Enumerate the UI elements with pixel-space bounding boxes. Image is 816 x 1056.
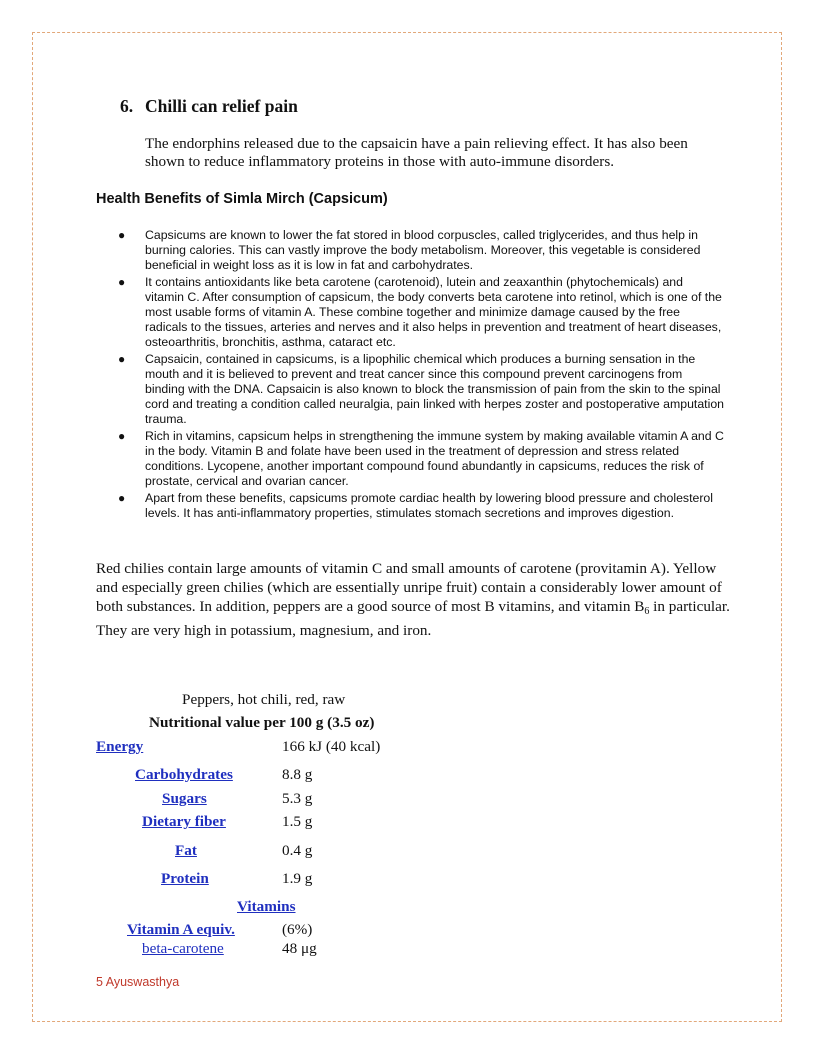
nutrient-link-protein[interactable]: Protein	[161, 870, 209, 887]
list-item	[113, 352, 725, 427]
list-item	[113, 228, 725, 273]
bullet-icon: ●	[118, 228, 126, 242]
list-item	[113, 429, 725, 489]
list-item-text: Capsaicin, contained in capsicums, is a lipophilic chemical which produces a burning sensation in the mouth and it is believed to prevent and treat cancer since this compound prevent carcinogens from binding with the DNA. Capsaicin is also known to block the transmission of pain from the skin to the spinal cord and treating a condition called neuralgia, pain linked with herpes zoster and postoperative amputation trauma.	[145, 352, 725, 426]
chilies-paragraph-text-end: in particular. They are very high in potassium, magnesium, and iron.	[96, 598, 730, 639]
nutrition-table-header: Nutritional value per 100 g (3.5 oz)	[149, 714, 375, 731]
nutrient-value-carbohydrates: 8.8 g	[282, 766, 313, 783]
section-heading-chilli-pain	[120, 96, 298, 117]
nutrient-value-beta-carotene: 48 μg	[282, 940, 317, 957]
bullet-icon: ●	[118, 352, 126, 366]
page-border	[32, 32, 782, 1022]
nutrient-link-vitamin-a[interactable]: Vitamin A equiv.	[127, 921, 235, 938]
nutrition-table-caption: Peppers, hot chili, red, raw	[182, 691, 346, 708]
list-item	[113, 275, 725, 350]
list-item-text: Capsicums are known to lower the fat stored in blood corpuscles, called triglycerides, and thus help in burning calories. This can vastly improve the body metabolism. Moreover, this vegetable is considered beneficial in weight loss as it is low in fat and carbohydrates.	[145, 228, 701, 272]
list-item-text: Rich in vitamins, capsicum helps in strengthening the immune system by making available vitamin A and C in the body. Vitamin B and folate have been used in the treatment of depression and stress related conditions. Lycopene, another important compound found abundantly in capsicums, reduces the risk of prostate, cervical and ovarian cancer.	[145, 429, 724, 488]
benefits-heading: Health Benefits of Simla Mirch (Capsicum)	[96, 191, 388, 207]
nutrient-value-energy: 166 kJ (40 kcal)	[282, 738, 381, 755]
bullet-icon: ●	[118, 491, 126, 505]
nutrient-link-energy[interactable]: Energy	[96, 738, 144, 755]
section-body-chilli-pain: The endorphins released due to the capsaicin have a pain relieving effect. It has also been shown to reduce inflammatory proteins in those with auto-immune disorders.	[145, 135, 688, 170]
page-footer: 5 Ayuswasthya	[96, 975, 180, 989]
nutrient-link-beta-carotene[interactable]: beta-carotene	[142, 940, 224, 957]
nutrient-link-sugars[interactable]: Sugars	[162, 790, 207, 807]
bullet-icon: ●	[118, 275, 126, 289]
benefits-list	[113, 228, 725, 523]
chilies-paragraph-text: Red chilies contain large amounts of vitamin C and small amounts of carotene (provitamin A). Yellow and especially green chilies (which are essentially unripe fruit) contain a considerably lower amount of both substances. In addition, peppers are a good source of most B vitamins, and vitamin B	[96, 560, 722, 615]
nutrient-value-vitamin-a: (6%)	[282, 921, 313, 938]
nutrient-link-dietary-fiber[interactable]: Dietary fiber	[142, 813, 226, 830]
nutrient-value-protein: 1.9 g	[282, 870, 313, 887]
nutrient-value-fat: 0.4 g	[282, 842, 313, 859]
section-title: Chilli can relief pain	[145, 96, 298, 116]
list-item-text: It contains antioxidants like beta carotene (carotenoid), lutein and zeaxanthin (phytochemicals) and vitamin C. After consumption of capsicum, the body converts beta carotene into retinol, which is one of the most usable forms of vitamin A. These combine together and minimize damage caused by the free radicals to the tissues, arteries and nerves and it also helps in prevention and treatment of heart diseases, osteoarthritis, bronchitis, asthma, cataract etc.	[145, 275, 722, 349]
list-item	[113, 491, 725, 521]
bullet-icon: ●	[118, 429, 126, 443]
chilies-paragraph	[96, 559, 736, 640]
nutrient-value-dietary-fiber: 1.5 g	[282, 813, 313, 830]
nutrient-value-sugars: 5.3 g	[282, 790, 313, 807]
vitamins-section-link[interactable]: Vitamins	[237, 898, 296, 915]
vitamin-b-subscript: 6	[644, 606, 650, 617]
nutrient-link-fat[interactable]: Fat	[175, 842, 197, 859]
section-number: 6.	[120, 96, 134, 116]
nutrient-link-carbohydrates[interactable]: Carbohydrates	[135, 766, 233, 783]
list-item-text: Apart from these benefits, capsicums promote cardiac health by lowering blood pressure and cholesterol levels. It has anti-inflammatory properties, stimulates stomach secretions and improves digestion.	[145, 491, 714, 520]
